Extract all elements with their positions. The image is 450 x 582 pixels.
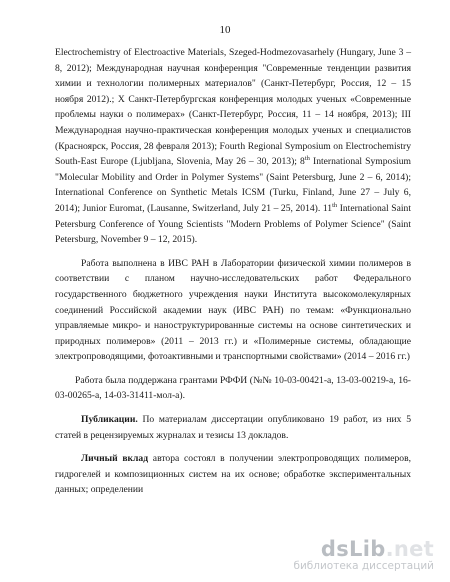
publications-text: По материалам диссертации опубликовано 19 работ, из них 5 статей в рецензируемых журналах и тезисы 13 докладов. (55, 414, 411, 441)
dslib-subtitle: библиотека диссертаций (293, 560, 434, 572)
ordinal-suffix-1: th (304, 154, 310, 162)
conferences-paragraph (55, 45, 411, 248)
dslib-logo (293, 538, 434, 560)
conferences-text-1: Electrochemistry of Electroactive Materials, Szeged-Hodmezovasarhely (Hungary, June 3 – 8, 2012); Международная научная конференция "Современные тенденции развития химии и технологии полимерных материалов" (Санкт-Петербург, Россия, 12 – 15 ноября 2012).; X Санкт-Петербургская конференция молодых ученых «Современные проблемы науки о полимерах» (Санкт-Петербург, Россия, 11 – 14 ноября, 2013); III Международная научно-практическая конференция молодых ученых и специалистов (Красноярск, Россия, 28 февраля 2013); Fourth Regional Symposium on Electrochemistry South-East Europe (Ljubljana, Slovenia, May 26 – 30, 2013); 8 (55, 47, 411, 168)
conferences-text-3: International Saint Petersburg Conference of Young Scientists "Modern Problems of Polymer Science" (Saint Petersburg, November 9 – 12, 2015). (55, 202, 411, 246)
work-performed-paragraph: Работа выполнена в ИВС РАН в Лаборатории физической химии полимеров в соответствии с планом научно-исследовательских работ Федерального государственного бюджетного учреждения науки Института высокомолекулярных соединений Российской академии наук (ИВС РАН) по темам: «Функционально управляемые микро- и наноструктурированные системы на основе синтетических и природных полимеров» (2011 – 2013 гг.) и «Полимерные системы, обладающие электропроводящими, фотоактивными и транспортными свойствами» (2014 – 2016 гг.) (55, 257, 411, 363)
dslib-logo-domain: .net (385, 537, 434, 561)
publications-label: Публикации. (81, 414, 138, 426)
personal-contribution-text: автора состоял в получении электропроводящих полимеров, гидрогелей и композиционных систем на их основе; обработке экспериментальных данных; определении (55, 453, 411, 496)
document-body (55, 45, 411, 498)
conferences-text-2: International Symposium "Molecular Mobility and Order in Polymer Systems" (Saint Petersburg, June 2 – 6, 2014); International Conference on Synthetic Metals ICSM (Turku, Finland, June 27 – July 6, 2014); Junior Euromat, (Lausanne, Switzerland, July 21 – 25, 2014). 11 (55, 156, 411, 214)
ordinal-suffix-2: th (332, 201, 338, 209)
dslib-logo-name: dsLib (320, 537, 386, 561)
dslib-watermark (293, 538, 434, 572)
grants-paragraph: Работа была поддержана грантами РФФИ (№№ 10-03-00421-а, 13-03-00219-а, 16-03-00265-а, 14-03-31411-мол-а). (55, 374, 411, 402)
page-number: 10 (219, 24, 231, 36)
personal-contribution-paragraph (55, 451, 411, 498)
publications-paragraph (55, 412, 411, 443)
personal-contribution-label: Личный вклад (81, 453, 149, 465)
